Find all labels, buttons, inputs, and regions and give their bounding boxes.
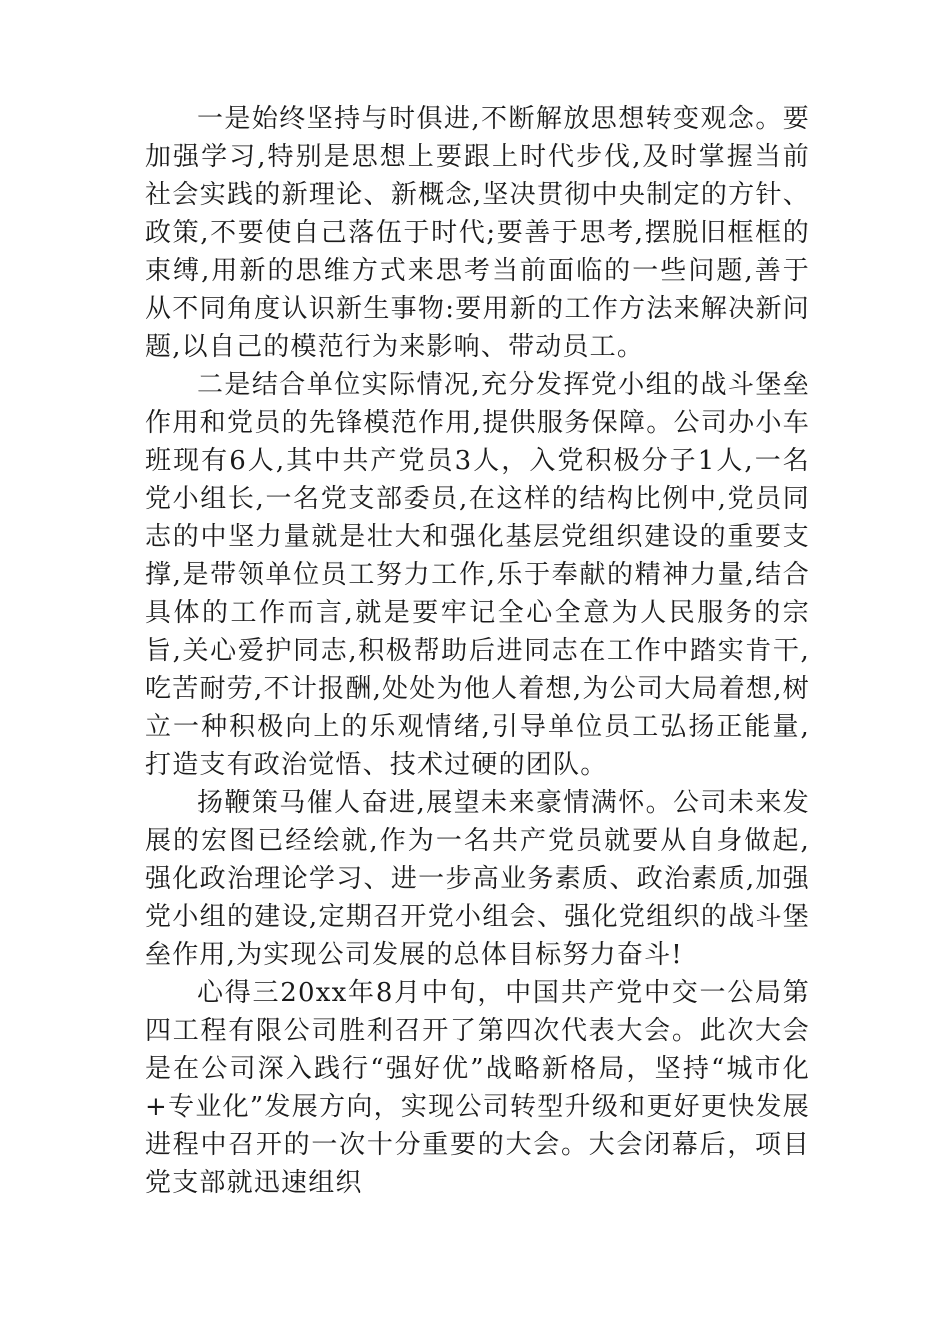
paragraph-1: 一是始终坚持与时俱进,不断解放思想转变观念。要加强学习,特别是思想上要跟上时代步伐,及时掌握当前社会实践的新理论、新概念,坚决贯彻中央制定的方针、政策,不要使自己落伍于时代;要善于思考,摆脱旧框框的束缚,用新的思维方式来思考当前面临的一些问题,善于从不同角度认识新生事物:要用新的工作方法来解决新问题,以自己的模范行为来影响、带动员工。 — [145, 104, 810, 362]
paragraph-3: 扬鞭策马催人奋进,展望未来豪情满怀。公司未来发展的宏图已经绘就,作为一名共产党员就要从自身做起,强化政治理论学习、进一步高业务素质、政治素质,加强党小组的建设,定期召开党小组会、强化党组织的战斗堡垒作用,为实现公司发展的总体目标努力奋斗! — [145, 788, 810, 970]
document-page — [145, 100, 810, 1202]
paragraph-2: 二是结合单位实际情况,充分发挥党小组的战斗堡垒作用和党员的先锋模范作用,提供服务保障。公司办小车班现有6人,其中共产党员3人，入党积极分子1人,一名党小组长,一名党支部委员,在这样的结构比例中,党员同志的中坚力量就是壮大和强化基层党组织建设的重要支撑,是带领单位员工努力工作,乐于奉献的精神力量,结合具体的工作而言,就是要牢记全心全意为人民服务的宗旨,关心爱护同志,积极帮助后进同志在工作中踏实肯干,吃苦耐劳,不计报酬,处处为他人着想,为公司大局着想,树立一种积极向上的乐观情绪,引导单位员工弘扬正能量,打造支有政治觉悟、技术过硬的团队。 — [145, 370, 810, 780]
paragraph-4: 心得三20xx年8月中旬，中国共产党中交一公局第四工程有限公司胜利召开了第四次代表大会。此次大会是在公司深入践行“强好优”战略新格局，坚持“城市化+专业化”发展方向，实现公司转型升级和更好更快发展进程中召开的一次十分重要的大会。大会闭幕后，项目党支部就迅速组织 — [145, 978, 810, 1198]
